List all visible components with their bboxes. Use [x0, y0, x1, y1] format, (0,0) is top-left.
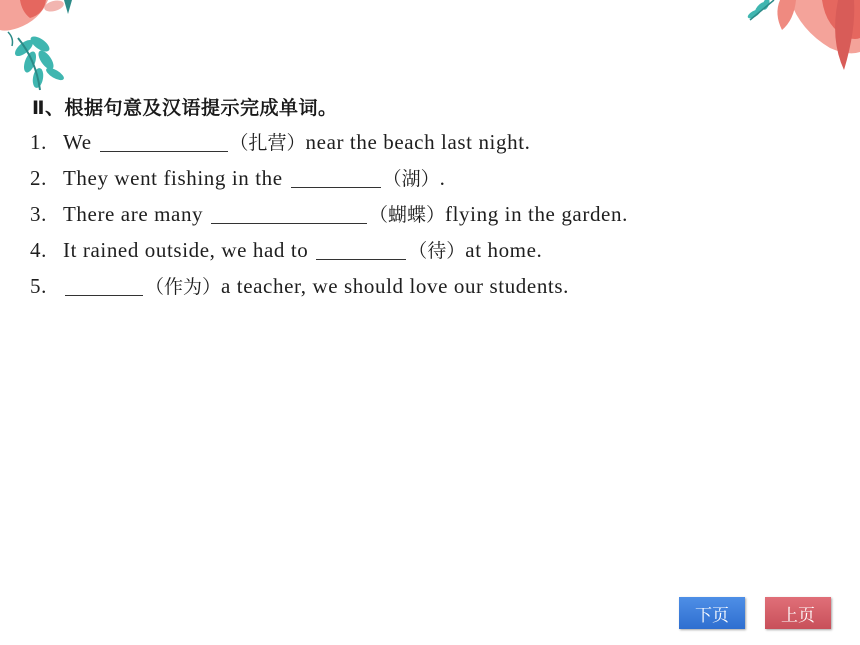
question-1 [30, 128, 530, 155]
answer-blank[interactable] [316, 239, 406, 260]
question-text-after: . [439, 166, 446, 190]
chinese-hint: （待） [408, 240, 466, 262]
answer-blank[interactable] [100, 131, 228, 152]
answer-blank[interactable] [65, 275, 143, 296]
question-text-after: a teacher, we should love our students. [221, 274, 569, 298]
question-text-before: There are many [63, 202, 204, 226]
chinese-hint: （蝴蝶） [369, 204, 446, 226]
chinese-hint: （扎营） [229, 132, 306, 154]
question-number: 1. [30, 130, 47, 154]
question-5 [30, 272, 569, 299]
question-text-before: We [63, 130, 92, 154]
question-text-before: They went fishing in the [63, 166, 283, 190]
question-3 [30, 200, 628, 227]
question-4 [30, 236, 542, 263]
question-text-after: near the beach last night. [305, 130, 531, 154]
question-text-after: flying in the garden. [445, 202, 628, 226]
question-2 [30, 164, 445, 191]
chinese-hint: （作为） [145, 276, 222, 298]
chinese-hint: （湖） [382, 168, 440, 190]
question-text-after: at home. [465, 238, 543, 262]
question-number: 5. [30, 274, 47, 298]
question-number: 2. [30, 166, 47, 190]
question-number: 4. [30, 238, 47, 262]
section-title: Ⅱ、根据句意及汉语提示完成单词。 [32, 97, 338, 119]
answer-blank[interactable] [211, 203, 367, 224]
floral-decoration-right [730, 0, 860, 70]
question-text-before: It rained outside, we had to [63, 238, 309, 262]
floral-decoration-left [0, 0, 120, 95]
question-number: 3. [30, 202, 47, 226]
next-page-button[interactable]: 下页 [679, 597, 745, 629]
answer-blank[interactable] [291, 167, 381, 188]
previous-page-button[interactable]: 上页 [765, 597, 831, 629]
